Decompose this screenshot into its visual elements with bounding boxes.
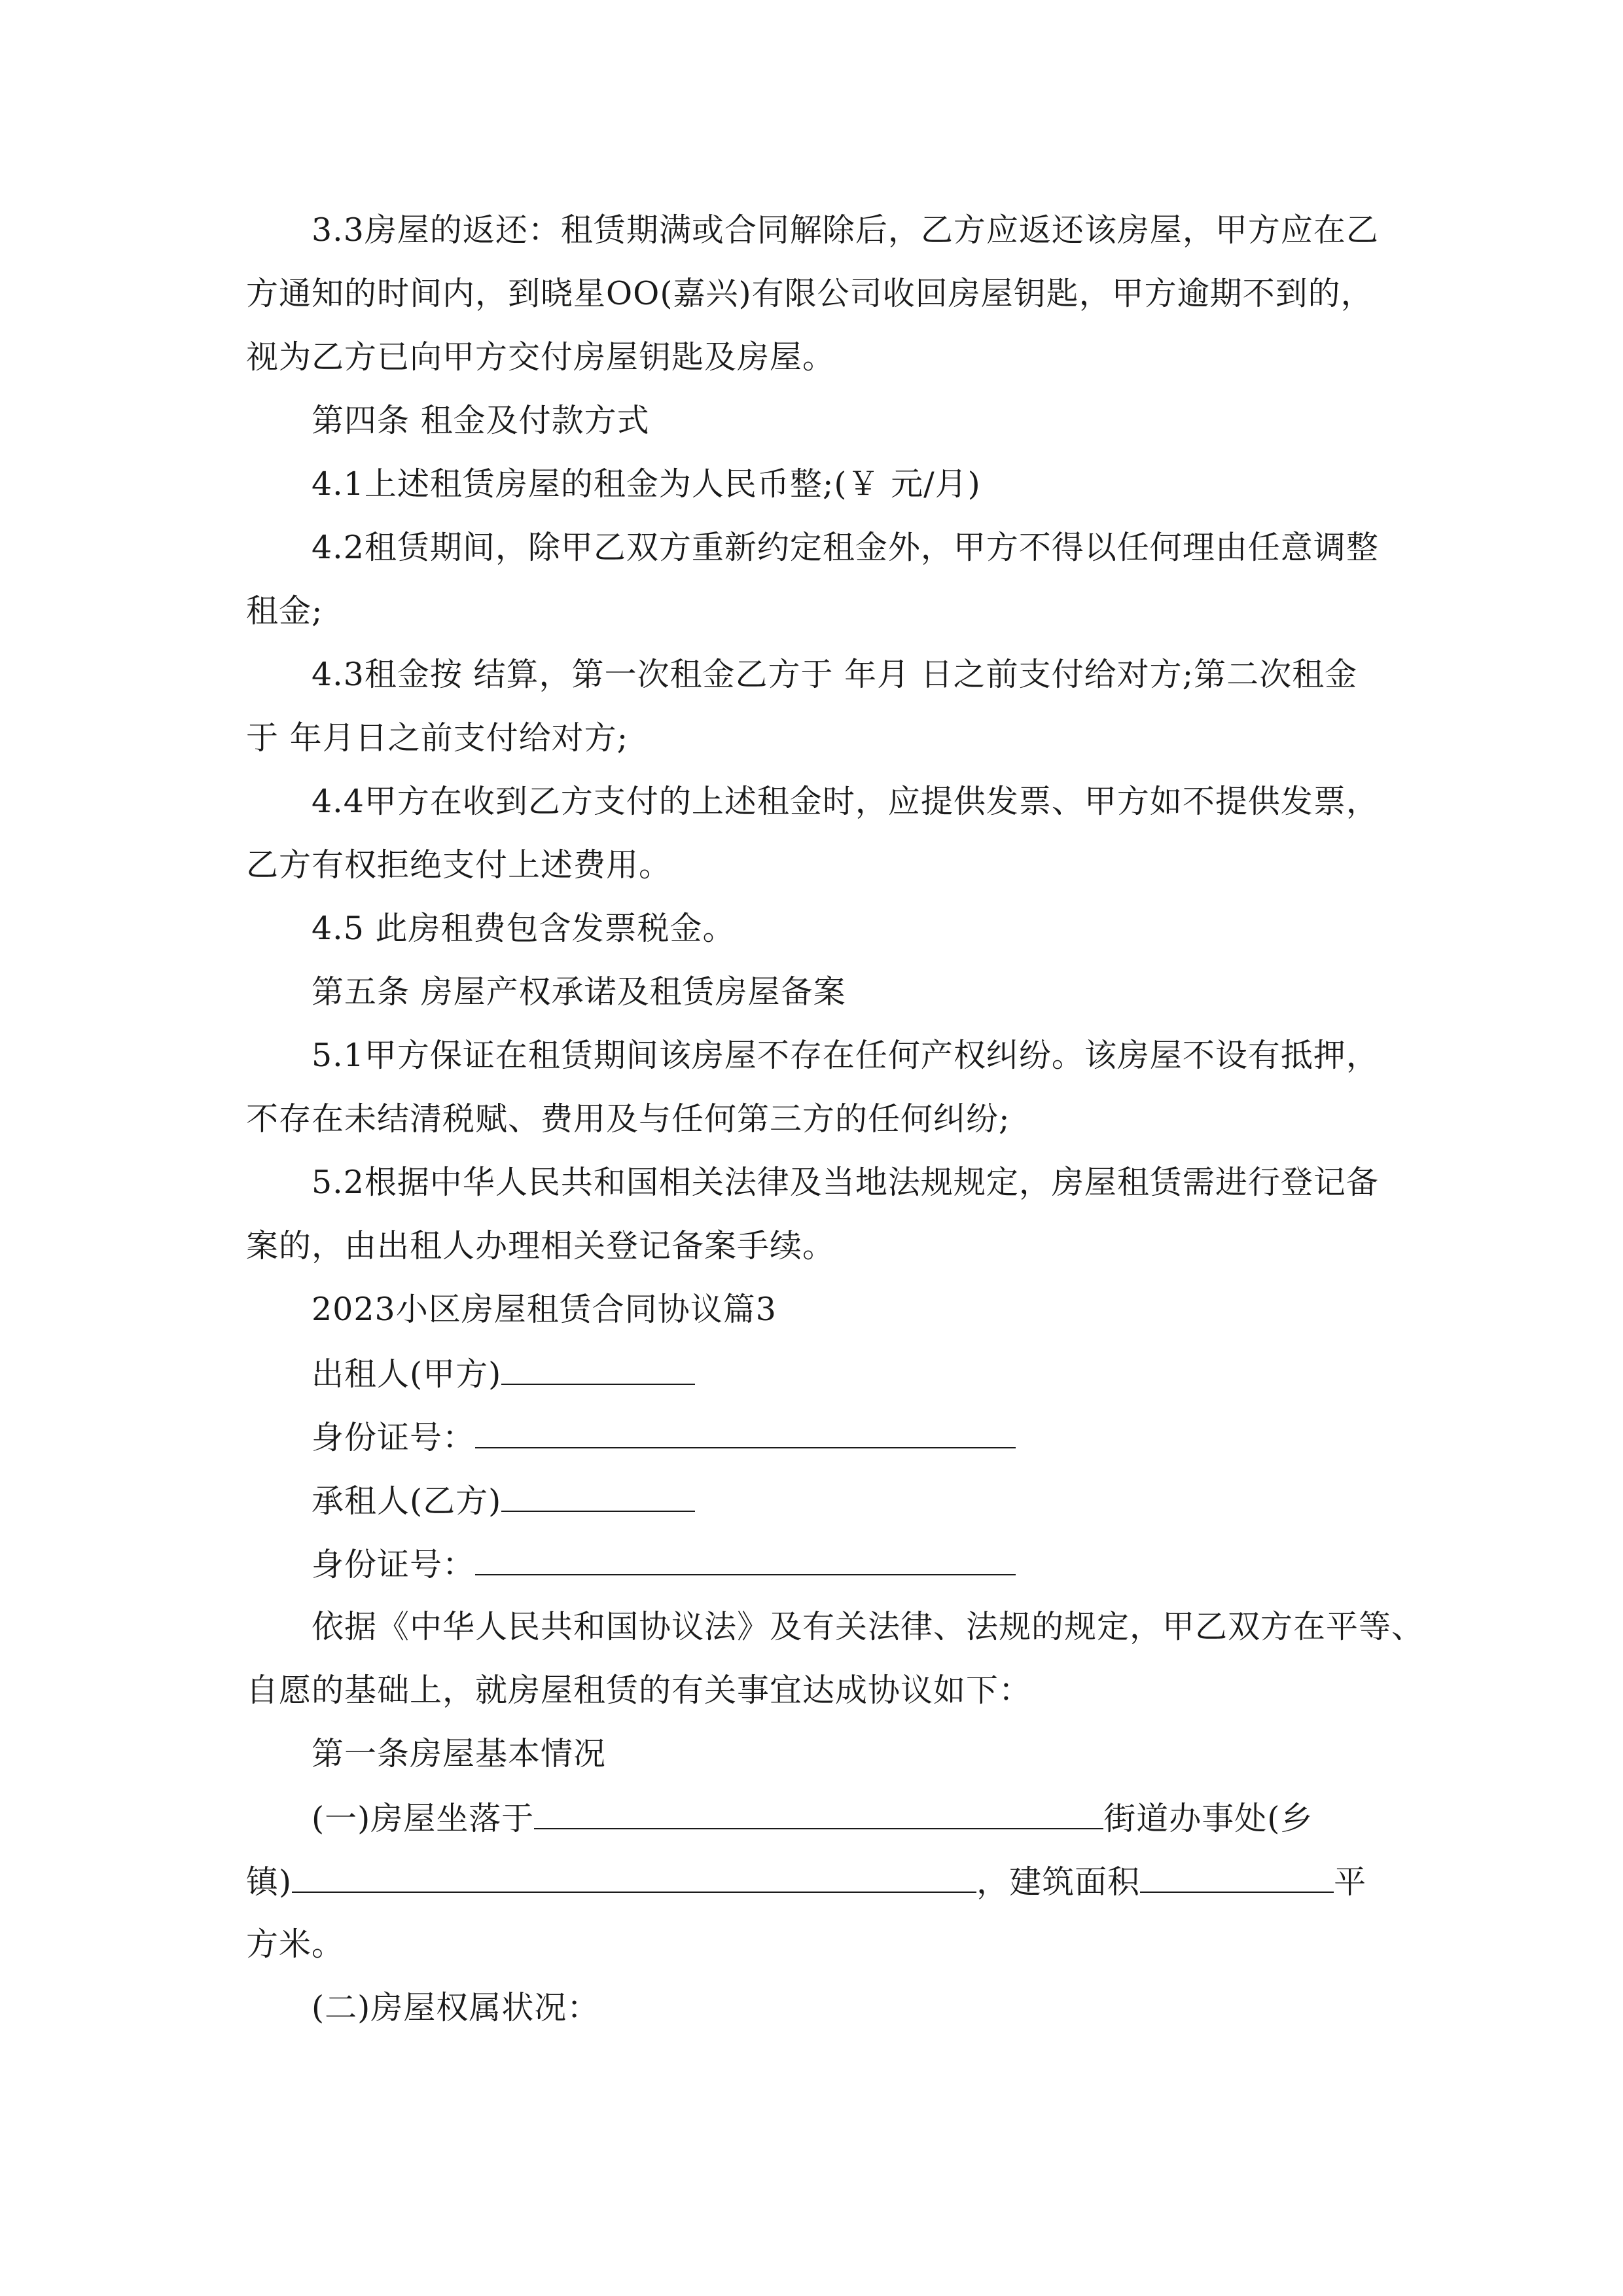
clause-4-3-line-2: 于 年月日之前支付给对方; xyxy=(246,719,629,757)
clause-4-3-line-1: 4.3租金按 结算，第一次租金乙方于 年月 日之前支付给对方;第二次租金 xyxy=(312,656,1358,693)
ownership-title: (二)房屋权属状况： xyxy=(312,1989,600,2026)
clause-4-4-line-1: 4.4甲方在收到乙方支付的上述租金时，应提供发票、甲方如不提供发票， xyxy=(312,783,1379,820)
lessee-id-label: 身份证号： xyxy=(312,1546,476,1583)
house-area-blank[interactable] xyxy=(1140,1861,1334,1893)
article-4-title: 第四条 租金及付款方式 xyxy=(312,402,650,439)
clause-4-2-line-1: 4.2租赁期间，除甲乙双方重新约定租金外，甲方不得以任何理由任意调整 xyxy=(312,529,1379,566)
clause-3-3-line-2: 方通知的时间内，到晓星OO(嘉兴)有限公司收回房屋钥匙，甲方逾期不到的， xyxy=(246,275,1374,312)
house-location-line-2 xyxy=(246,1861,1366,1902)
house-location-suffix: 街道办事处(乡 xyxy=(1103,1800,1313,1837)
article-1-title: 第一条房屋基本情况 xyxy=(312,1735,607,1772)
article-5-title: 第五条 房屋产权承诺及租赁房屋备案 xyxy=(312,973,846,1011)
house-area-unit-part: 平 xyxy=(1334,1863,1367,1901)
house-location-prefix: (一)房屋坐落于 xyxy=(312,1800,535,1837)
lessee-id-blank[interactable] xyxy=(475,1544,1016,1575)
lessee-id-row xyxy=(312,1544,1016,1585)
lessor-row xyxy=(312,1354,695,1394)
lessee-name-blank[interactable] xyxy=(501,1480,695,1512)
clause-3-3-line-1: 3.3房屋的返还：租赁期满或合同解除后，乙方应返还该房屋，甲方应在乙 xyxy=(312,211,1379,249)
lessor-name-blank[interactable] xyxy=(501,1354,695,1385)
preamble-line-1: 依据《中华人民共和国协议法》及有关法律、法规的规定，甲乙双方在平等、 xyxy=(312,1608,1425,1645)
clause-5-1-line-2: 不存在未结清税赋、费用及与任何第三方的任何纠纷; xyxy=(246,1100,1010,1138)
preamble-line-2: 自愿的基础上，就房屋租赁的有关事宜达成协议如下： xyxy=(246,1672,1032,1709)
lessor-label: 出租人(甲方) xyxy=(312,1355,502,1393)
house-location-line-3: 方米。 xyxy=(246,1926,345,1963)
clause-4-1: 4.1上述租赁房屋的租金为人民币整;(￥ 元/月) xyxy=(312,465,981,503)
lessor-id-label: 身份证号： xyxy=(312,1419,476,1456)
clause-5-2-line-2: 案的，由出租人办理相关登记备案手续。 xyxy=(246,1227,836,1265)
house-street-blank[interactable] xyxy=(534,1798,1103,1829)
lessee-label: 承租人(乙方) xyxy=(312,1482,502,1520)
clause-4-2-line-2: 租金; xyxy=(246,592,323,630)
clause-3-3-line-3: 视为乙方已向甲方交付房屋钥匙及房屋。 xyxy=(246,338,836,376)
house-town-blank[interactable] xyxy=(292,1861,976,1893)
clause-5-1-line-1: 5.1甲方保证在租赁期间该房屋不存在任何产权纠纷。该房屋不设有抵押， xyxy=(312,1037,1379,1074)
clause-4-4-line-2: 乙方有权拒绝支付上述费用。 xyxy=(246,846,672,884)
house-location-town-label: 镇) xyxy=(246,1863,293,1901)
clause-4-5: 4.5 此房租费包含发票税金。 xyxy=(312,910,736,947)
house-area-label: ，建筑面积 xyxy=(976,1863,1141,1901)
lessor-id-row xyxy=(312,1417,1016,1458)
house-location-line-1 xyxy=(312,1798,1313,1839)
part-3-title: 2023小区房屋租赁合同协议篇3 xyxy=(312,1291,777,1328)
clause-5-2-line-1: 5.2根据中华人民共和国相关法律及当地法规规定，房屋租赁需进行登记备 xyxy=(312,1164,1379,1201)
lessor-id-blank[interactable] xyxy=(475,1417,1016,1448)
lessee-row xyxy=(312,1480,695,1521)
